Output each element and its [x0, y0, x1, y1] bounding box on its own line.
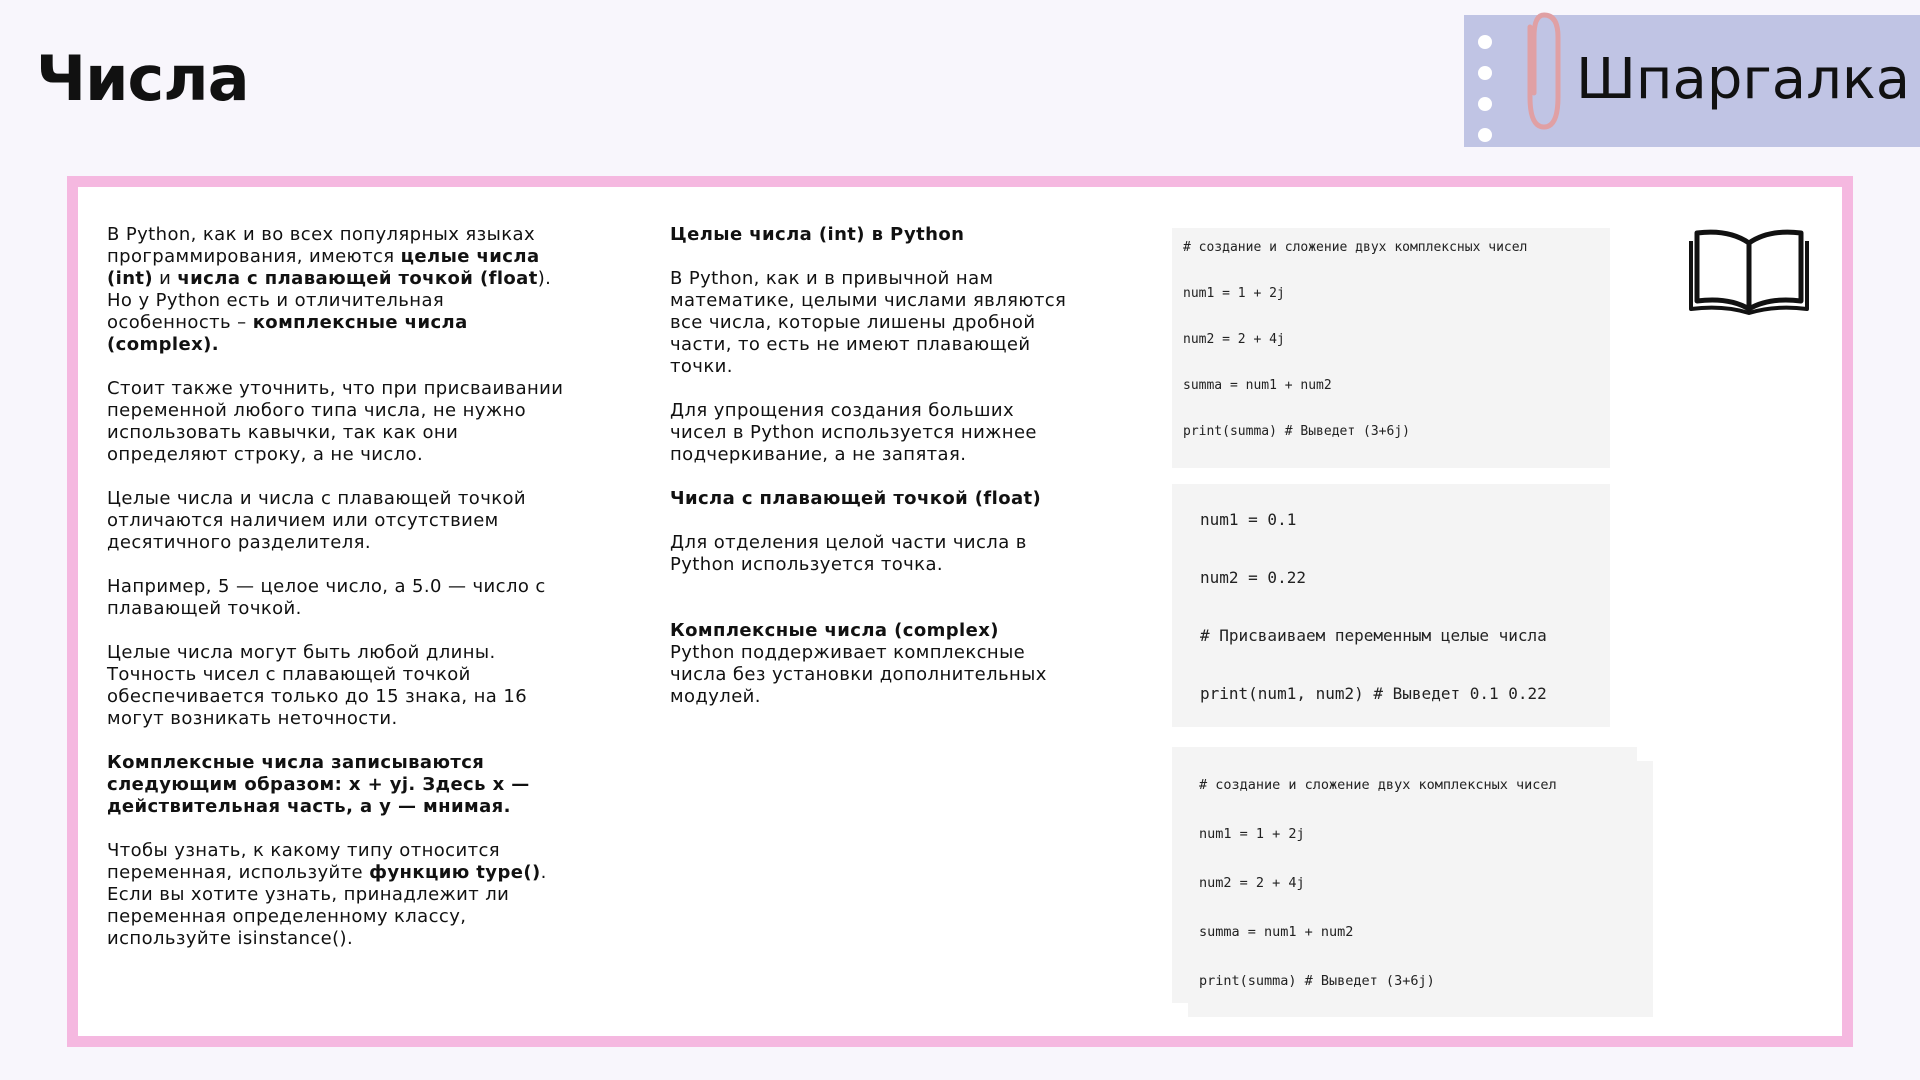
badge-label: Шпаргалка [1576, 47, 1911, 112]
int-paragraph: В Python, как и в привычной нам математике, целыми числами являются все числа, которые лишены дробной части, то есть не имеют плавающей точки. [670, 268, 1067, 377]
float-heading: Числа с плавающей точкой (float) [670, 488, 1042, 509]
types-column [670, 224, 1070, 708]
intro-paragraph: В Python, как и во всех популярных языках программирования, имеются целые числа (int) и числа с плавающей точкой (float). Но у Python есть и отличительная особенность – комплексные числа (complex). [107, 224, 552, 355]
separator-paragraph: Целые числа и числа с плавающей точкой отличаются наличием или отсутствием десятичного разделителя. [107, 488, 527, 553]
code-line: num2 = 2 + 4j [1183, 332, 1285, 347]
cheatsheet-badge [1464, 15, 1920, 147]
code-line: print(summa) # Выведет (3+6j) [1199, 973, 1435, 989]
code-line: # создание и сложение двух комплексных чисел [1183, 240, 1528, 255]
intro-column [107, 224, 567, 972]
complex-paragraph: Python поддерживает комплексные числа без установки дополнительных модулей. [670, 642, 1047, 707]
code-line: num2 = 0.22 [1200, 568, 1306, 587]
content-card [67, 176, 1853, 1047]
code-line: num1 = 1 + 2j [1183, 286, 1285, 301]
int-heading: Целые числа (int) в Python [670, 224, 965, 245]
code-line: print(num1, num2) # Выведет 0.1 0.22 [1200, 684, 1547, 703]
code-line: num2 = 2 + 4j [1199, 875, 1305, 891]
page-title: Числа [36, 42, 249, 115]
quotes-paragraph: Стоит также уточнить, что при присваивании переменной любого типа числа, не нужно использовать кавычки, так как они определяют строку, а не число. [107, 378, 564, 465]
open-book-icon [1689, 225, 1809, 315]
code-line: # создание и сложение двух комплексных чисел [1199, 777, 1557, 793]
code-line: summa = num1 + num2 [1183, 378, 1332, 393]
precision-paragraph: Целые числа могут быть любой длины. Точность чисел с плавающей точкой обеспечивается только до 15 знака, на 16 могут возникать неточности. [107, 642, 528, 729]
binder-dots [1478, 35, 1492, 159]
complex-format-paragraph: Комплексные числа записываются следующим образом: x + yj. Здесь x — действительная часть, а y — мнимая. [107, 752, 530, 817]
type-paragraph: Чтобы узнать, к какому типу относится переменная, используйте функцию type(). Если вы хотите узнать, принадлежит ли переменная определенному классу, используйте isinstance(). [107, 840, 547, 949]
code-block-complex [1172, 228, 1610, 468]
code-line: summa = num1 + num2 [1199, 924, 1354, 940]
underscore-paragraph: Для упрощения создания больших чисел в Python используется нижнее подчеркивание, а не запятая. [670, 400, 1037, 465]
code-line: num1 = 0.1 [1200, 510, 1297, 529]
code-block-complex-copy [1188, 761, 1653, 1017]
code-line: # Присваиваем переменным целые числа [1200, 626, 1547, 645]
code-block-float [1172, 484, 1610, 727]
code-line: num1 = 1 + 2j [1199, 826, 1305, 842]
complex-heading: Комплексные числа (complex) [670, 620, 999, 641]
example-paragraph: Например, 5 — целое число, а 5.0 — число с плавающей точкой. [107, 576, 546, 619]
paperclip-icon [1514, 0, 1566, 137]
code-line: print(summa) # Выведет (3+6j) [1183, 424, 1410, 439]
float-paragraph: Для отделения целой части числа в Python используется точка. [670, 532, 1027, 575]
complex-section [670, 620, 1070, 708]
